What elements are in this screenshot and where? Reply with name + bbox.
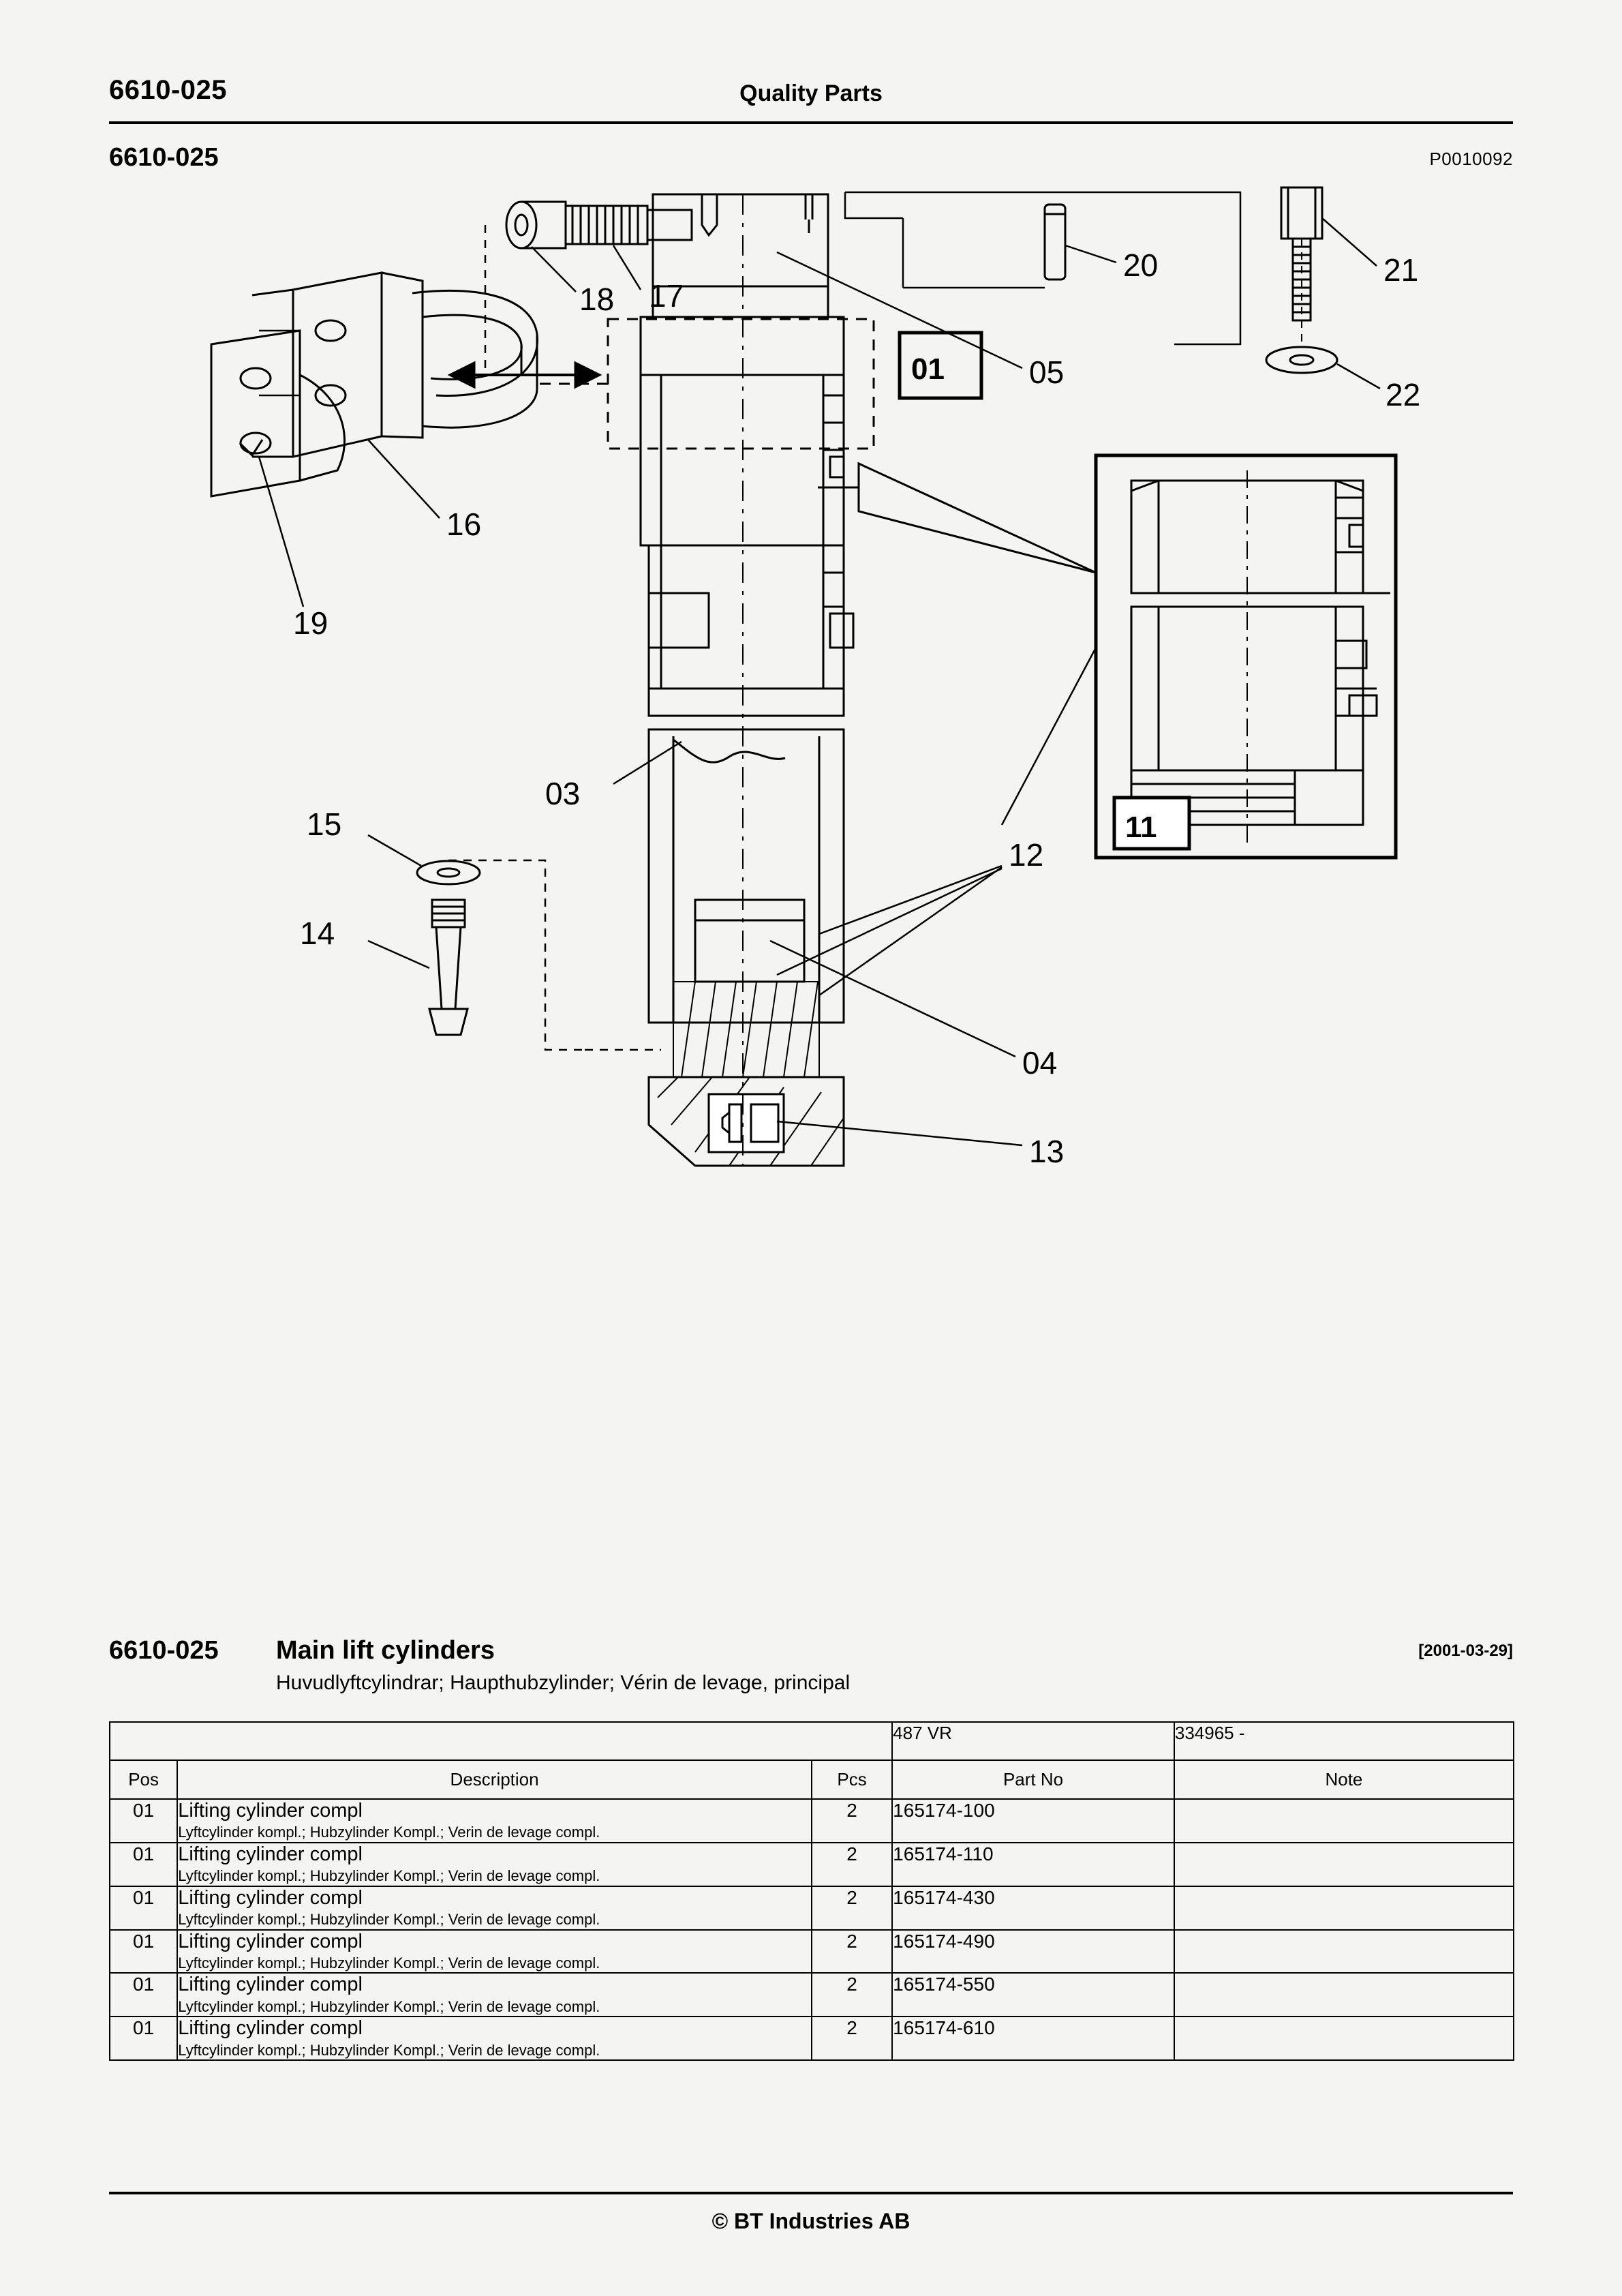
table-row xyxy=(110,1973,1514,2016)
section-code: 6610-025 xyxy=(109,143,219,172)
svg-text:18: 18 xyxy=(579,282,615,317)
row-description xyxy=(177,1973,812,2016)
row-description xyxy=(177,1843,812,1886)
table-row xyxy=(110,2016,1514,2060)
svg-text:01: 01 xyxy=(911,352,945,386)
row-part-no: 165174-110 xyxy=(892,1843,1174,1886)
row-pos: 01 xyxy=(110,1973,177,2016)
row-pcs: 2 xyxy=(812,2016,892,2060)
table-row xyxy=(110,1843,1514,1886)
table-model-band xyxy=(110,1722,1514,1760)
row-pos: 01 xyxy=(110,1886,177,1930)
row-pos: 01 xyxy=(110,1930,177,1974)
column-header-description: Description xyxy=(177,1760,812,1799)
svg-text:21: 21 xyxy=(1383,252,1419,288)
row-pcs: 2 xyxy=(812,1973,892,2016)
fit-arrow xyxy=(450,363,600,387)
svg-text:20: 20 xyxy=(1123,247,1159,283)
row-description-main: Lifting cylinder compl xyxy=(178,1843,363,1865)
row-description xyxy=(177,1930,812,1974)
screw-14 xyxy=(429,900,468,1035)
caption-subtitle: Huvudlyftcylindrar; Haupthubzylinder; Vérin de levage, principal xyxy=(276,1672,851,1694)
row-description-main: Lifting cylinder compl xyxy=(178,2017,363,2040)
row-note xyxy=(1174,1886,1514,1930)
page-header xyxy=(109,75,1513,116)
row-description-main: Lifting cylinder compl xyxy=(178,1800,363,1822)
column-header-pcs: Pcs xyxy=(812,1760,892,1799)
svg-text:15: 15 xyxy=(307,806,342,842)
plate-19 xyxy=(211,331,345,496)
row-note xyxy=(1174,1930,1514,1974)
row-pcs: 2 xyxy=(812,1799,892,1843)
caption-title: Main lift cylinders xyxy=(276,1636,495,1665)
row-part-no: 165174-490 xyxy=(892,1930,1174,1974)
row-description-translations: Lyftcylinder kompl.; Hubzylinder Kompl.; Verin de levage compl. xyxy=(178,1867,600,1885)
row-part-no: 165174-100 xyxy=(892,1799,1174,1843)
washer-22 xyxy=(1266,347,1337,373)
svg-text:19: 19 xyxy=(293,605,328,641)
footer-copyright: © BT Industries AB xyxy=(711,2209,911,2233)
document-reference: P0010092 xyxy=(1429,149,1513,169)
svg-text:14: 14 xyxy=(300,916,335,951)
row-description-translations: Lyftcylinder kompl.; Hubzylinder Kompl.; Verin de levage compl. xyxy=(178,1911,600,1929)
row-pcs: 2 xyxy=(812,1843,892,1886)
row-description-main: Lifting cylinder compl xyxy=(178,1930,363,1952)
table-row xyxy=(110,1886,1514,1930)
footer-divider xyxy=(109,2192,1513,2194)
bolt-17 xyxy=(506,202,692,248)
row-note xyxy=(1174,1973,1514,2016)
header-code: 6610-025 xyxy=(109,75,228,105)
row-pos: 01 xyxy=(110,1843,177,1886)
caption-code: 6610-025 xyxy=(109,1636,219,1665)
column-header-pos: Pos xyxy=(110,1760,177,1799)
row-note xyxy=(1174,1843,1514,1886)
row-note xyxy=(1174,1799,1514,1843)
row-description-main: Lifting cylinder compl xyxy=(178,1886,363,1909)
model-cell: 487 VR xyxy=(892,1722,1174,1760)
svg-text:05: 05 xyxy=(1029,354,1065,390)
row-description-main: Lifting cylinder compl xyxy=(178,1974,363,1996)
row-pos: 01 xyxy=(110,2016,177,2060)
column-header-note: Note xyxy=(1174,1760,1514,1799)
page-title: Quality Parts xyxy=(739,80,883,106)
svg-text:13: 13 xyxy=(1029,1134,1065,1169)
svg-text:03: 03 xyxy=(545,776,581,811)
row-pcs: 2 xyxy=(812,1930,892,1974)
bracket-16 xyxy=(252,273,538,457)
row-part-no: 165174-430 xyxy=(892,1886,1174,1930)
column-header-part-no: Part No xyxy=(892,1760,1174,1799)
row-description xyxy=(177,2016,812,2060)
parts-table xyxy=(109,1721,1514,2061)
row-description-translations: Lyftcylinder kompl.; Hubzylinder Kompl.; Verin de levage compl. xyxy=(178,1997,600,2015)
row-description-translations: Lyftcylinder kompl.; Hubzylinder Kompl.; Verin de levage compl. xyxy=(178,2041,600,2059)
row-part-no: 165174-610 xyxy=(892,2016,1174,2060)
row-part-no: 165174-550 xyxy=(892,1973,1174,2016)
table-header-row xyxy=(110,1760,1514,1799)
main-cylinder xyxy=(641,194,853,1166)
header-divider xyxy=(109,121,1513,124)
svg-text:12: 12 xyxy=(1009,837,1044,873)
svg-text:16: 16 xyxy=(446,507,482,542)
caption-date: [2001-03-29] xyxy=(1418,1642,1513,1660)
table-row xyxy=(110,1930,1514,1974)
row-pcs: 2 xyxy=(812,1886,892,1930)
row-description xyxy=(177,1886,812,1930)
row-description-translations: Lyftcylinder kompl.; Hubzylinder Kompl.; Verin de levage compl. xyxy=(178,1954,600,1972)
exploded-diagram xyxy=(95,170,1527,1595)
table-row xyxy=(110,1799,1514,1843)
row-description xyxy=(177,1799,812,1843)
washer-15 xyxy=(417,861,480,884)
svg-text:22: 22 xyxy=(1386,377,1421,412)
row-note xyxy=(1174,2016,1514,2060)
svg-text:17: 17 xyxy=(649,278,684,314)
pin-20 xyxy=(1045,205,1065,280)
svg-text:04: 04 xyxy=(1022,1045,1058,1081)
serial-cell: 334965 - xyxy=(1174,1722,1514,1760)
svg-text:11: 11 xyxy=(1125,811,1157,844)
row-description-translations: Lyftcylinder kompl.; Hubzylinder Kompl.; Verin de levage compl. xyxy=(178,1824,600,1841)
row-pos: 01 xyxy=(110,1799,177,1843)
